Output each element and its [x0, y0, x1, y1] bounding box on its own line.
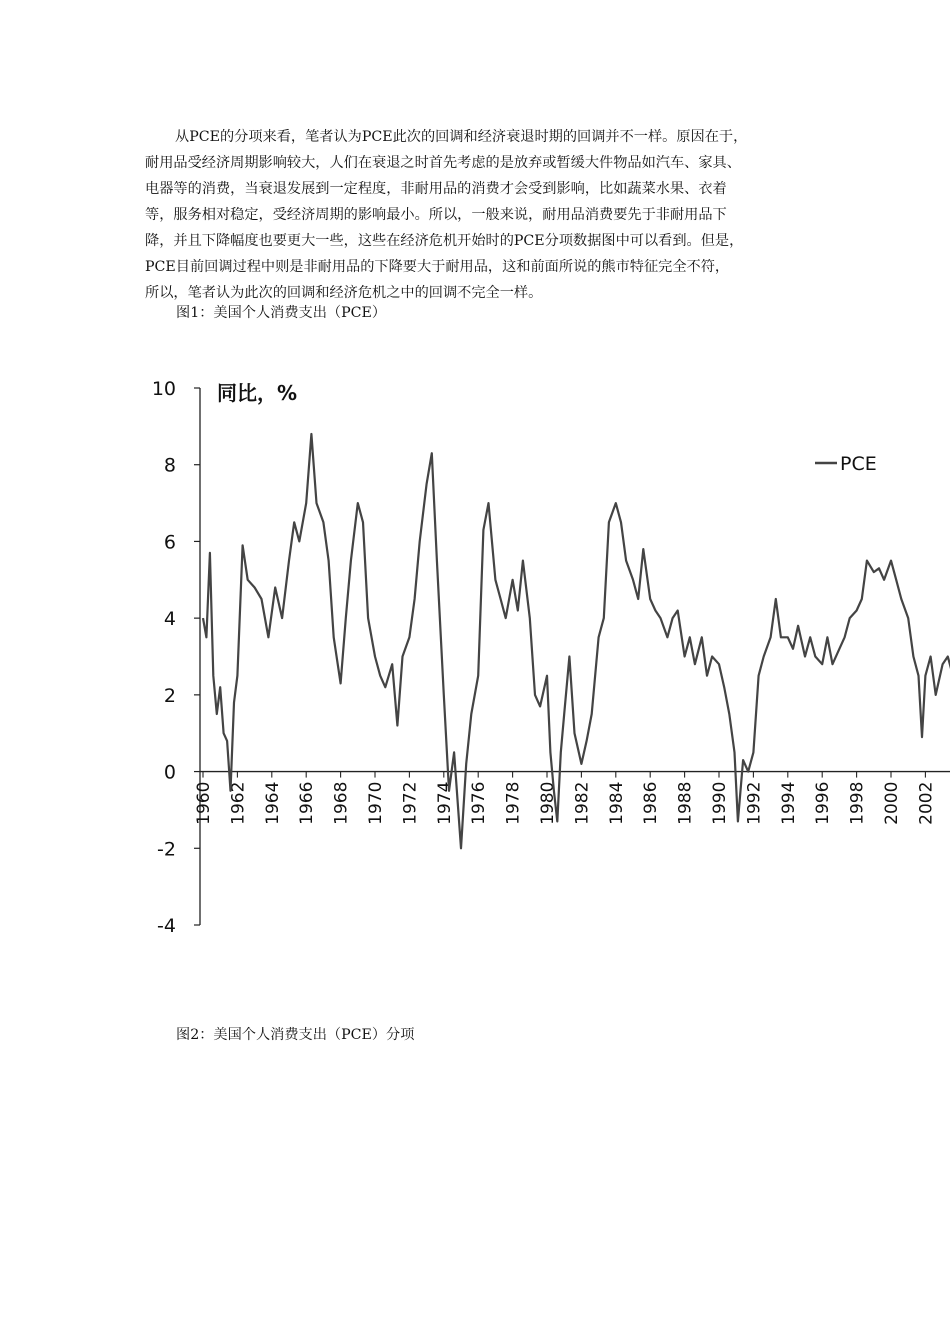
legend-label: PCE — [840, 453, 877, 475]
x-tick-label: 1992 — [744, 781, 765, 825]
x-tick-label: 1974 — [434, 781, 455, 825]
x-tick-label: 1988 — [675, 781, 696, 825]
y-axis-label: 同比，% — [217, 381, 298, 405]
paragraph-line: 降，并且下降幅度也要更大一些，这些在经济危机开始时的PCE分项数据图中可以看到。但是， — [145, 233, 744, 249]
x-tick-label: 1996 — [813, 781, 834, 825]
y-tick-label: 8 — [163, 454, 176, 477]
body-paragraph — [145, 124, 815, 306]
paragraph-line: 所以，笔者认为此次的回调和经济危机之中的回调不完全一样。 — [145, 285, 543, 301]
y-tick-label: -4 — [157, 915, 176, 937]
x-tick-label: 1960 — [194, 781, 214, 825]
y-tick-label: 2 — [163, 684, 176, 707]
x-tick-label: 1972 — [400, 781, 421, 825]
y-tick-label: 4 — [163, 608, 176, 631]
x-tick-label: 1962 — [228, 781, 249, 825]
x-tick-label: 1994 — [778, 781, 799, 825]
x-tick-label: 1978 — [503, 781, 524, 825]
figure-1-caption: 图1：美国个人消费支出（PCE） — [176, 305, 387, 321]
paragraph-line: 从PCE的分项来看，笔者认为PCE此次的回调和经济衰退时期的回调并不一样。原因在于， — [175, 129, 748, 145]
pce-line-chart — [0, 360, 950, 960]
y-tick-label: 6 — [163, 531, 176, 554]
paragraph-line: 等，服务相对稳定，受经济周期的影响最小。所以，一般来说，耐用品消费要先于非耐用品下 — [145, 207, 727, 223]
x-tick-label: 1980 — [538, 781, 558, 825]
x-tick-label: 2002 — [916, 781, 937, 825]
x-tick-label: 1998 — [847, 781, 868, 825]
y-tick-label: 10 — [151, 378, 176, 400]
x-tick-label: 1990 — [710, 781, 730, 825]
paragraph-line: 电器等的消费，当衰退发展到一定程度，非耐用品的消费才会受到影响，比如蔬菜水果、衣着 — [145, 181, 727, 197]
paragraph-line: PCE目前回调过程中则是非耐用品的下降要大于耐用品，这和前面所说的熊市特征完全不符， — [145, 259, 730, 275]
x-tick-label: 1968 — [331, 781, 352, 825]
x-tick-label: 1964 — [262, 781, 283, 825]
x-tick-label: 1986 — [641, 781, 662, 825]
x-tick-label: 1970 — [366, 781, 386, 825]
y-tick-label: 0 — [163, 761, 176, 784]
x-tick-label: 2000 — [882, 781, 902, 825]
x-tick-label: 1976 — [469, 781, 490, 825]
paragraph-line: 耐用品受经济周期影响较大，人们在衰退之时首先考虑的是放弃或暂缓大件物品如汽车、家具、 — [145, 155, 741, 171]
figure-2-caption: 图2：美国个人消费支出（PCE）分项 — [176, 1027, 415, 1043]
chart-svg — [0, 360, 950, 960]
x-tick-label: 1984 — [606, 781, 627, 825]
y-tick-label: -2 — [157, 838, 176, 861]
x-tick-label: 1966 — [297, 781, 318, 825]
x-tick-label: 1982 — [572, 781, 593, 825]
